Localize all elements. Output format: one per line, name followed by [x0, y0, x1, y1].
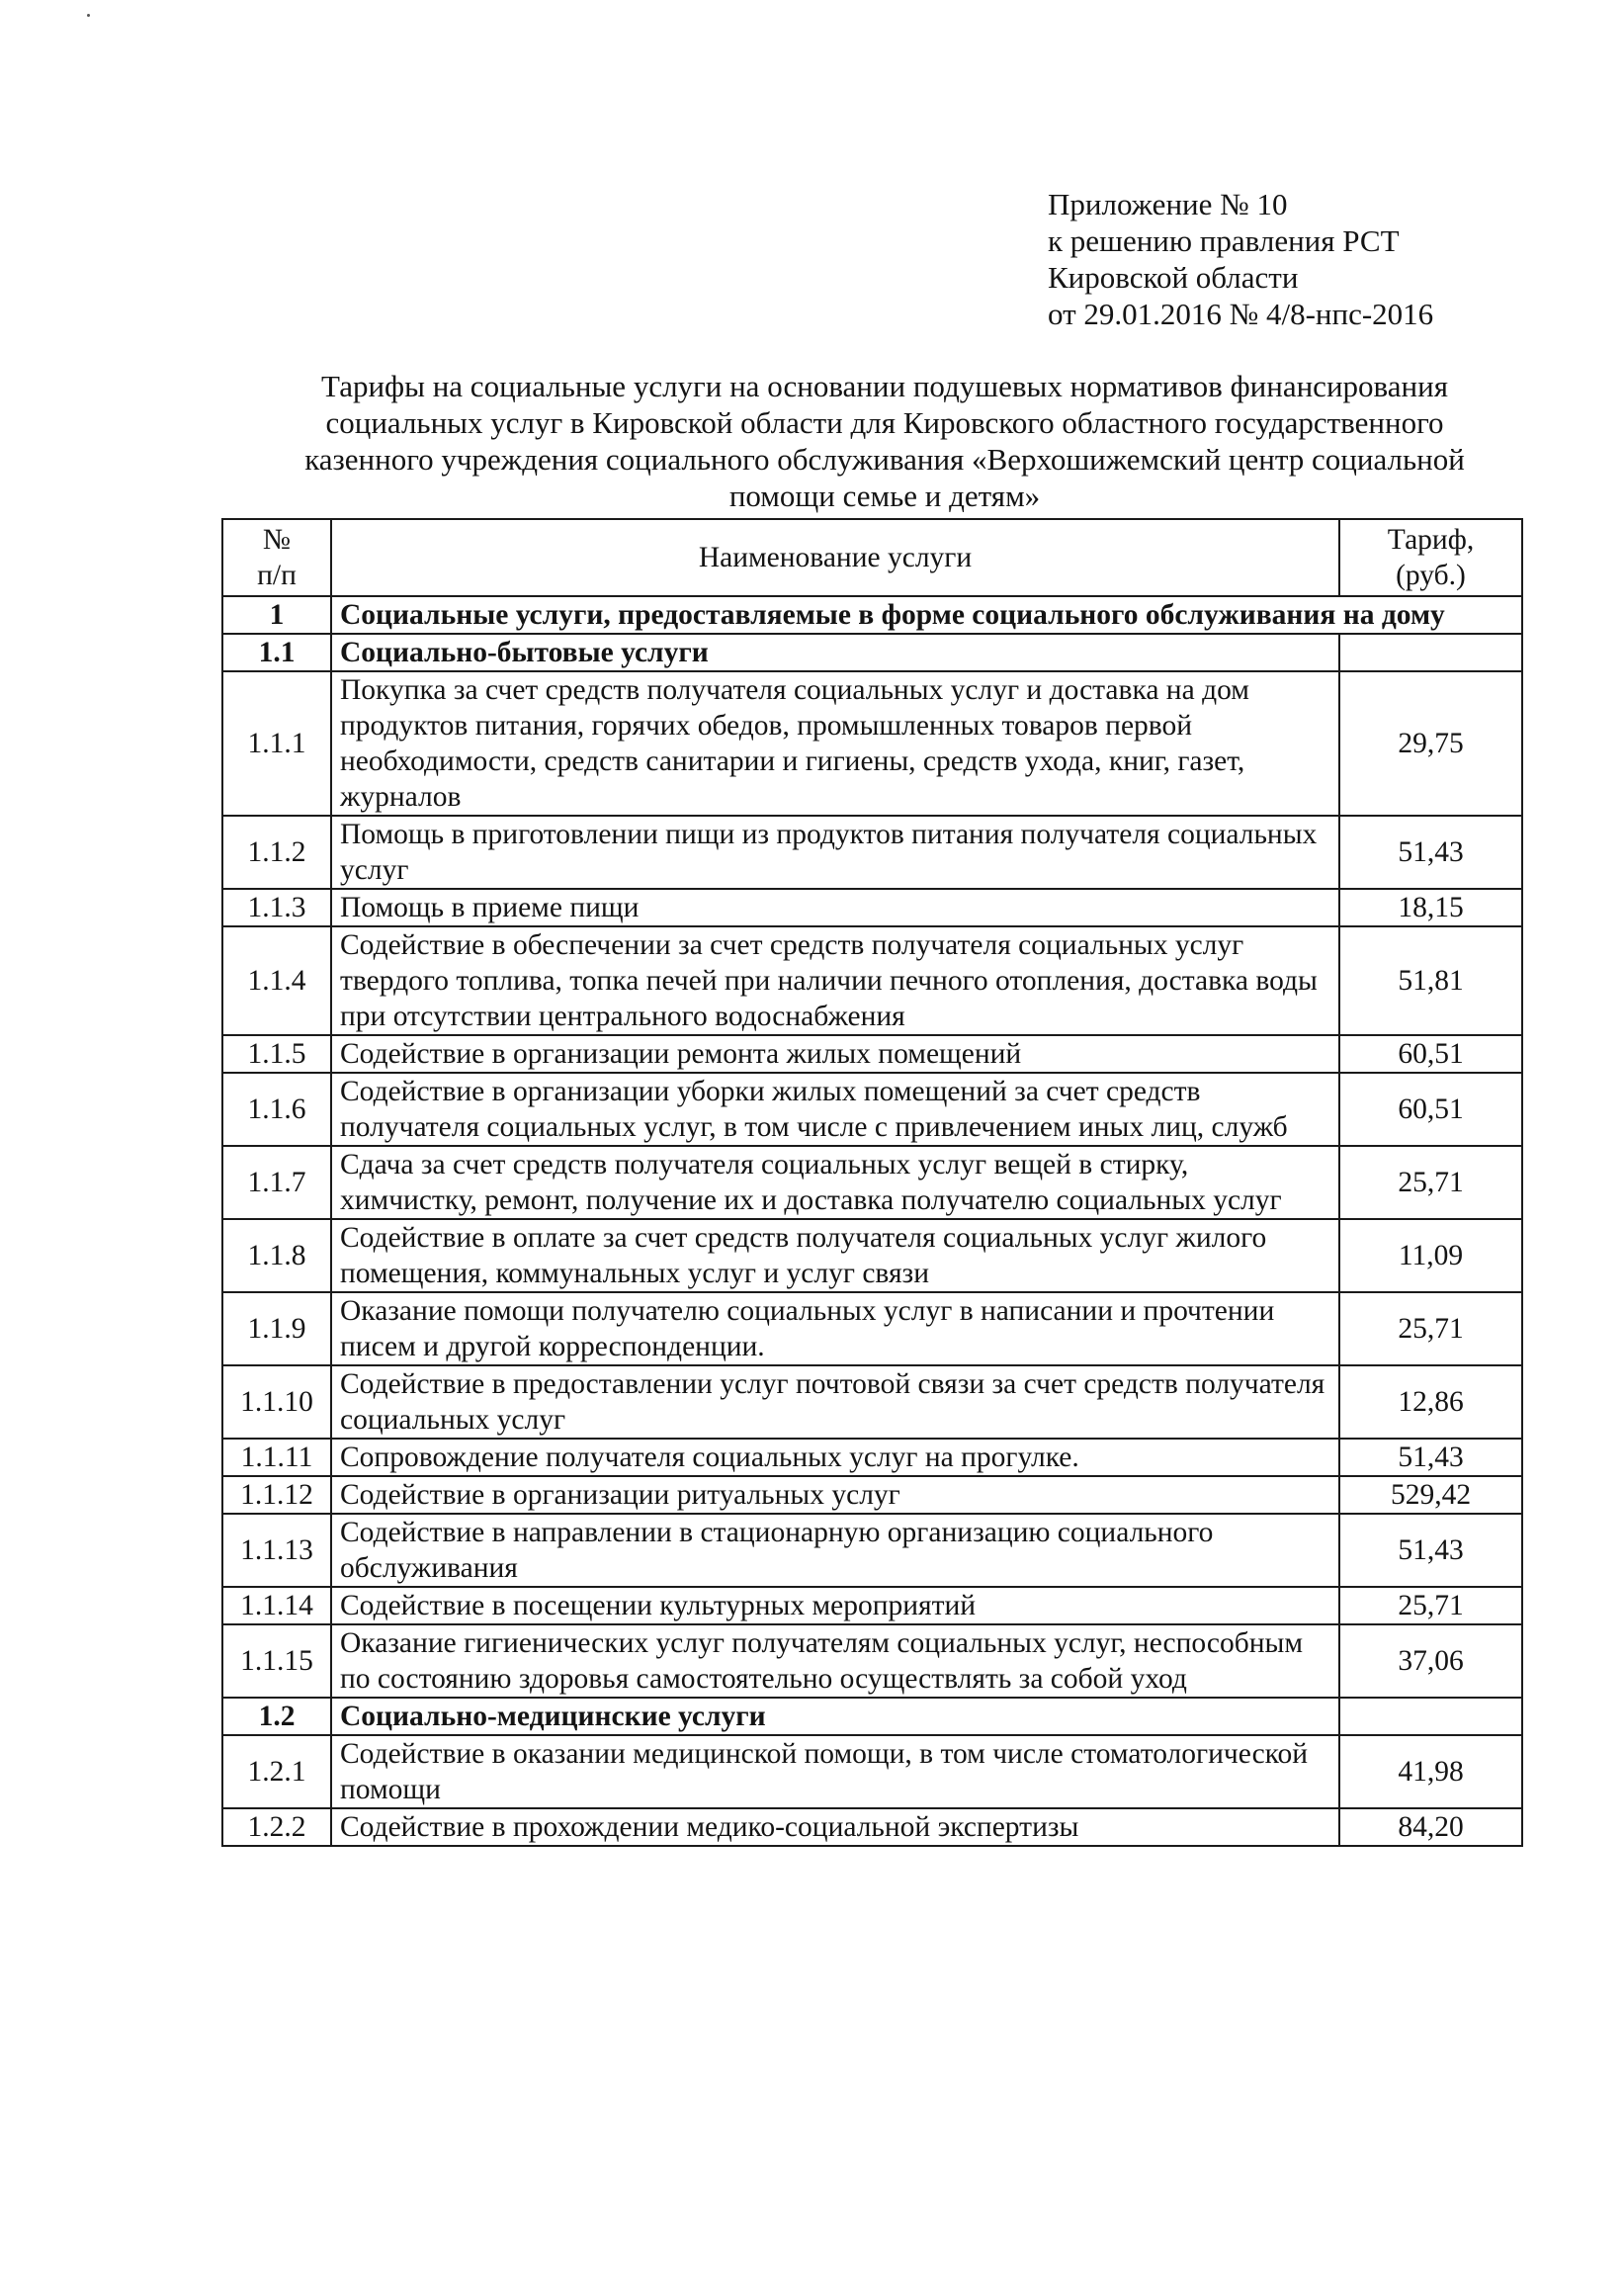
table-row — [222, 889, 1522, 926]
section-title: Социально-медицинские услуги — [331, 1698, 1339, 1735]
service-name: Содействие в организации ремонта жилых помещений — [331, 1035, 1339, 1073]
service-name: Содействие в посещении культурных мероприятий — [331, 1587, 1339, 1624]
row-number: 1.1.2 — [222, 816, 331, 889]
title-line-3: казенного учреждения социального обслуживания «Верхошижемский центр социальной — [304, 442, 1465, 477]
scan-speck — [87, 14, 90, 17]
tariff-value: 29,75 — [1339, 671, 1522, 816]
section-num: 1.2 — [222, 1698, 331, 1735]
service-name: Содействие в организации ритуальных услуг — [331, 1476, 1339, 1514]
service-name: Содействие в организации уборки жилых помещений за счет средств получателя социальных услуг, в том числе с привлечением иных лиц, служб — [331, 1073, 1339, 1146]
row-number: 1.1.9 — [222, 1292, 331, 1365]
header-tariff-line-1: Тариф, — [1387, 524, 1475, 556]
header-service-name: Наименование услуги — [331, 519, 1339, 596]
appendix-line-1: Приложение № 10 — [1048, 187, 1288, 221]
table-row — [222, 1365, 1522, 1439]
tariff-value: 25,71 — [1339, 1587, 1522, 1624]
service-name: Сопровождение получателя социальных услуг на прогулке. — [331, 1439, 1339, 1476]
tariff-value: 12,86 — [1339, 1365, 1522, 1439]
table-row — [222, 1146, 1522, 1219]
title-line-2: социальных услуг в Кировской области для Кировского областного государственного — [325, 405, 1444, 440]
tariff-value: 51,43 — [1339, 1514, 1522, 1587]
section-price-empty — [1339, 634, 1522, 671]
appendix-line-2: к решению правления РСТ — [1048, 223, 1400, 258]
section-title: Социально-бытовые услуги — [331, 634, 1339, 671]
tariff-value: 51,43 — [1339, 1439, 1522, 1476]
header-num-line-1: № — [262, 524, 292, 556]
table-row — [222, 1587, 1522, 1624]
service-name: Содействие в направлении в стационарную организацию социального обслуживания — [331, 1514, 1339, 1587]
appendix-reference — [1048, 186, 1433, 332]
section-row-1-1 — [222, 634, 1522, 671]
service-name: Помощь в приготовлении пищи из продуктов питания получателя социальных услуг — [331, 816, 1339, 889]
header-num — [222, 519, 331, 596]
tariff-value: 41,98 — [1339, 1735, 1522, 1808]
row-number: 1.1.10 — [222, 1365, 331, 1439]
appendix-line-4: от 29.01.2016 № 4/8-нпс-2016 — [1048, 297, 1434, 331]
document-title — [217, 368, 1552, 514]
row-number: 1.1.5 — [222, 1035, 331, 1073]
service-name: Содействие в предоставлении услуг почтовой связи за счет средств получателя социальных услуг — [331, 1365, 1339, 1439]
row-number: 1.1.3 — [222, 889, 331, 926]
table-row — [222, 1808, 1522, 1846]
table-row — [222, 1035, 1522, 1073]
table-row — [222, 1439, 1522, 1476]
service-name: Помощь в приеме пищи — [331, 889, 1339, 926]
section-price-empty — [1339, 1698, 1522, 1735]
table-row — [222, 816, 1522, 889]
table-row — [222, 1219, 1522, 1292]
section-row-1 — [222, 596, 1522, 634]
table-header-row — [222, 519, 1522, 596]
tariff-value: 529,42 — [1339, 1476, 1522, 1514]
header-num-line-2: п/п — [257, 560, 297, 591]
tariff-value: 51,43 — [1339, 816, 1522, 889]
table-row — [222, 1514, 1522, 1587]
service-name: Содействие в обеспечении за счет средств получателя социальных услуг твердого топлива, топка печей при наличии печного отопления, доставка воды при отсутствии центрального водоснабжения — [331, 926, 1339, 1035]
service-name: Оказание помощи получателю социальных услуг в написании и прочтении писем и другой корреспонденции. — [331, 1292, 1339, 1365]
service-name: Содействие в оплате за счет средств получателя социальных услуг жилого помещения, коммунальных услуг и услуг связи — [331, 1219, 1339, 1292]
tariff-value: 11,09 — [1339, 1219, 1522, 1292]
header-tariff — [1339, 519, 1522, 596]
tariff-value: 60,51 — [1339, 1073, 1522, 1146]
tariff-value: 25,71 — [1339, 1146, 1522, 1219]
tariff-value: 84,20 — [1339, 1808, 1522, 1846]
row-number: 1.2.1 — [222, 1735, 331, 1808]
row-number: 1.1.12 — [222, 1476, 331, 1514]
tariff-value: 18,15 — [1339, 889, 1522, 926]
row-number: 1.1.7 — [222, 1146, 331, 1219]
section-row-1-2 — [222, 1698, 1522, 1735]
tariff-table — [221, 518, 1523, 1847]
table-row — [222, 1735, 1522, 1808]
section-num: 1 — [222, 596, 331, 634]
table-row — [222, 1476, 1522, 1514]
table-row — [222, 1624, 1522, 1698]
tariff-value: 60,51 — [1339, 1035, 1522, 1073]
section-num: 1.1 — [222, 634, 331, 671]
service-name: Содействие в прохождении медико-социальной экспертизы — [331, 1808, 1339, 1846]
tariff-value: 25,71 — [1339, 1292, 1522, 1365]
table-row — [222, 671, 1522, 816]
row-number: 1.1.14 — [222, 1587, 331, 1624]
appendix-line-3: Кировской области — [1048, 260, 1299, 295]
service-name: Содействие в оказании медицинской помощи, в том числе стоматологической помощи — [331, 1735, 1339, 1808]
tariff-value: 51,81 — [1339, 926, 1522, 1035]
table-row — [222, 926, 1522, 1035]
row-number: 1.1.1 — [222, 671, 331, 816]
row-number: 1.1.8 — [222, 1219, 331, 1292]
title-line-4: помощи семье и детям» — [728, 479, 1041, 513]
service-name: Оказание гигиенических услуг получателям социальных услуг, неспособным по состоянию здоровья самостоятельно осуществлять за собой уход — [331, 1624, 1339, 1698]
header-tariff-line-2: (руб.) — [1396, 560, 1466, 591]
table-row — [222, 1292, 1522, 1365]
row-number: 1.1.13 — [222, 1514, 331, 1587]
service-name: Покупка за счет средств получателя социальных услуг и доставка на дом продуктов питания, горячих обедов, промышленных товаров первой необходимости, средств санитарии и гигиены, средств ухода, книг, газет, журналов — [331, 671, 1339, 816]
row-number: 1.2.2 — [222, 1808, 331, 1846]
table-row — [222, 1073, 1522, 1146]
row-number: 1.1.6 — [222, 1073, 331, 1146]
row-number: 1.1.15 — [222, 1624, 331, 1698]
service-name: Сдача за счет средств получателя социальных услуг вещей в стирку, химчистку, ремонт, получение их и доставка получателю социальных услуг — [331, 1146, 1339, 1219]
row-number: 1.1.4 — [222, 926, 331, 1035]
row-number: 1.1.11 — [222, 1439, 331, 1476]
tariff-value: 37,06 — [1339, 1624, 1522, 1698]
section-title: Социальные услуги, предоставляемые в форме социального обслуживания на дому — [331, 596, 1522, 634]
title-line-1: Тарифы на социальные услуги на основании подушевых нормативов финансирования — [321, 369, 1448, 403]
